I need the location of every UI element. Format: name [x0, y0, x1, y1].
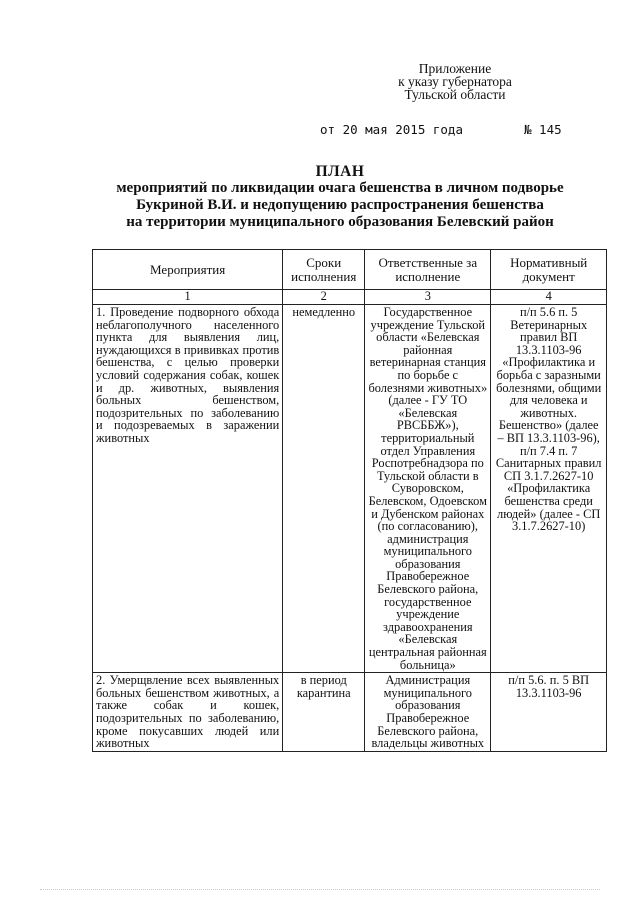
title-line: мероприятий по ликвидации очага бешенства в личном подворье: [116, 180, 564, 196]
column-index: 2: [283, 290, 365, 305]
document-cell: п/п 5.6 п. 5 Ветеринарных правил ВП 13.3.1103-96 «Профилактика и борьба с заразными болезнями, общими для человека и животных. Бешенство» (далее – ВП 13.3.1103-96), п/п 7.4 п. 7 Санитарных правил СП 3.1.7.2627-10 «Профилактика бешенства среди людей» (далее - СП 3.1.7.2627-10): [491, 305, 607, 673]
appendix-block: [385, 62, 525, 101]
decree-date-line: [320, 122, 580, 137]
header-measures: Мероприятия: [93, 250, 283, 290]
table-row: [93, 673, 607, 752]
term-cell: немедленно: [283, 305, 365, 673]
decree-number: № 145: [524, 122, 562, 137]
measure-cell: 1. Проведение подворного обхода неблагополучного населенного пункта для выявления лиц, нуждающихся в прививках против бешенства, с целью проверки условий содержания собак, кошек и др. животных, выявления больных бешенством, подозрительных по заболеванию и подозреваемых в заражении животных: [93, 305, 283, 673]
responsible-cell: Администрация муниципального образования Правобережное Белевского района, владельцы животных: [365, 673, 491, 752]
document-title: [60, 163, 620, 231]
table-row: [93, 305, 607, 673]
measures-table: [92, 249, 607, 752]
title-plan: ПЛАН: [315, 163, 365, 180]
appendix-line: Тульской области: [404, 87, 506, 102]
measure-cell: 2. Умерщвление всех выявленных больных бешенством животных, а также собак и кошек, подозрительных по заболеванию, кроме покусавших людей или животных: [93, 673, 283, 752]
column-index: 3: [365, 290, 491, 305]
decree-date: от 20 мая 2015 года: [320, 122, 463, 137]
responsible-cell: Государственное учреждение Тульской области «Белевская районная ветеринарная станция по борьбе с болезнями животных» (далее - ГУ ТО «Белевская РВСББЖ»), территориальный отдел Управления Роспотребнадзора по Тульской области в Суворовском, Белевском, Одоевском и Дубенском районах (по согласованию), администрация муниципального образования Правобережное Белевского района, государственное учреждение здравоохранения «Белевская центральная районная больница»: [365, 305, 491, 673]
page-bottom-divider: [40, 889, 600, 891]
term-cell: в период карантина: [283, 673, 365, 752]
appendix-line: Приложение: [418, 61, 492, 76]
document-cell: п/п 5.6. п. 5 ВП 13.3.1103-96: [491, 673, 607, 752]
column-index-row: [93, 290, 607, 305]
header-responsible: Ответственные за исполнение: [365, 250, 491, 290]
header-terms: Сроки исполнения: [283, 250, 365, 290]
header-document: Нормативный документ: [491, 250, 607, 290]
title-line: на территории муниципального образования Белевский район: [126, 214, 554, 230]
title-line: Букриной В.И. и недопущению распространения бешенства: [136, 197, 544, 213]
column-index: 1: [93, 290, 283, 305]
table-header-row: [93, 250, 607, 290]
column-index: 4: [491, 290, 607, 305]
appendix-line: к указу губернатора: [398, 74, 512, 89]
